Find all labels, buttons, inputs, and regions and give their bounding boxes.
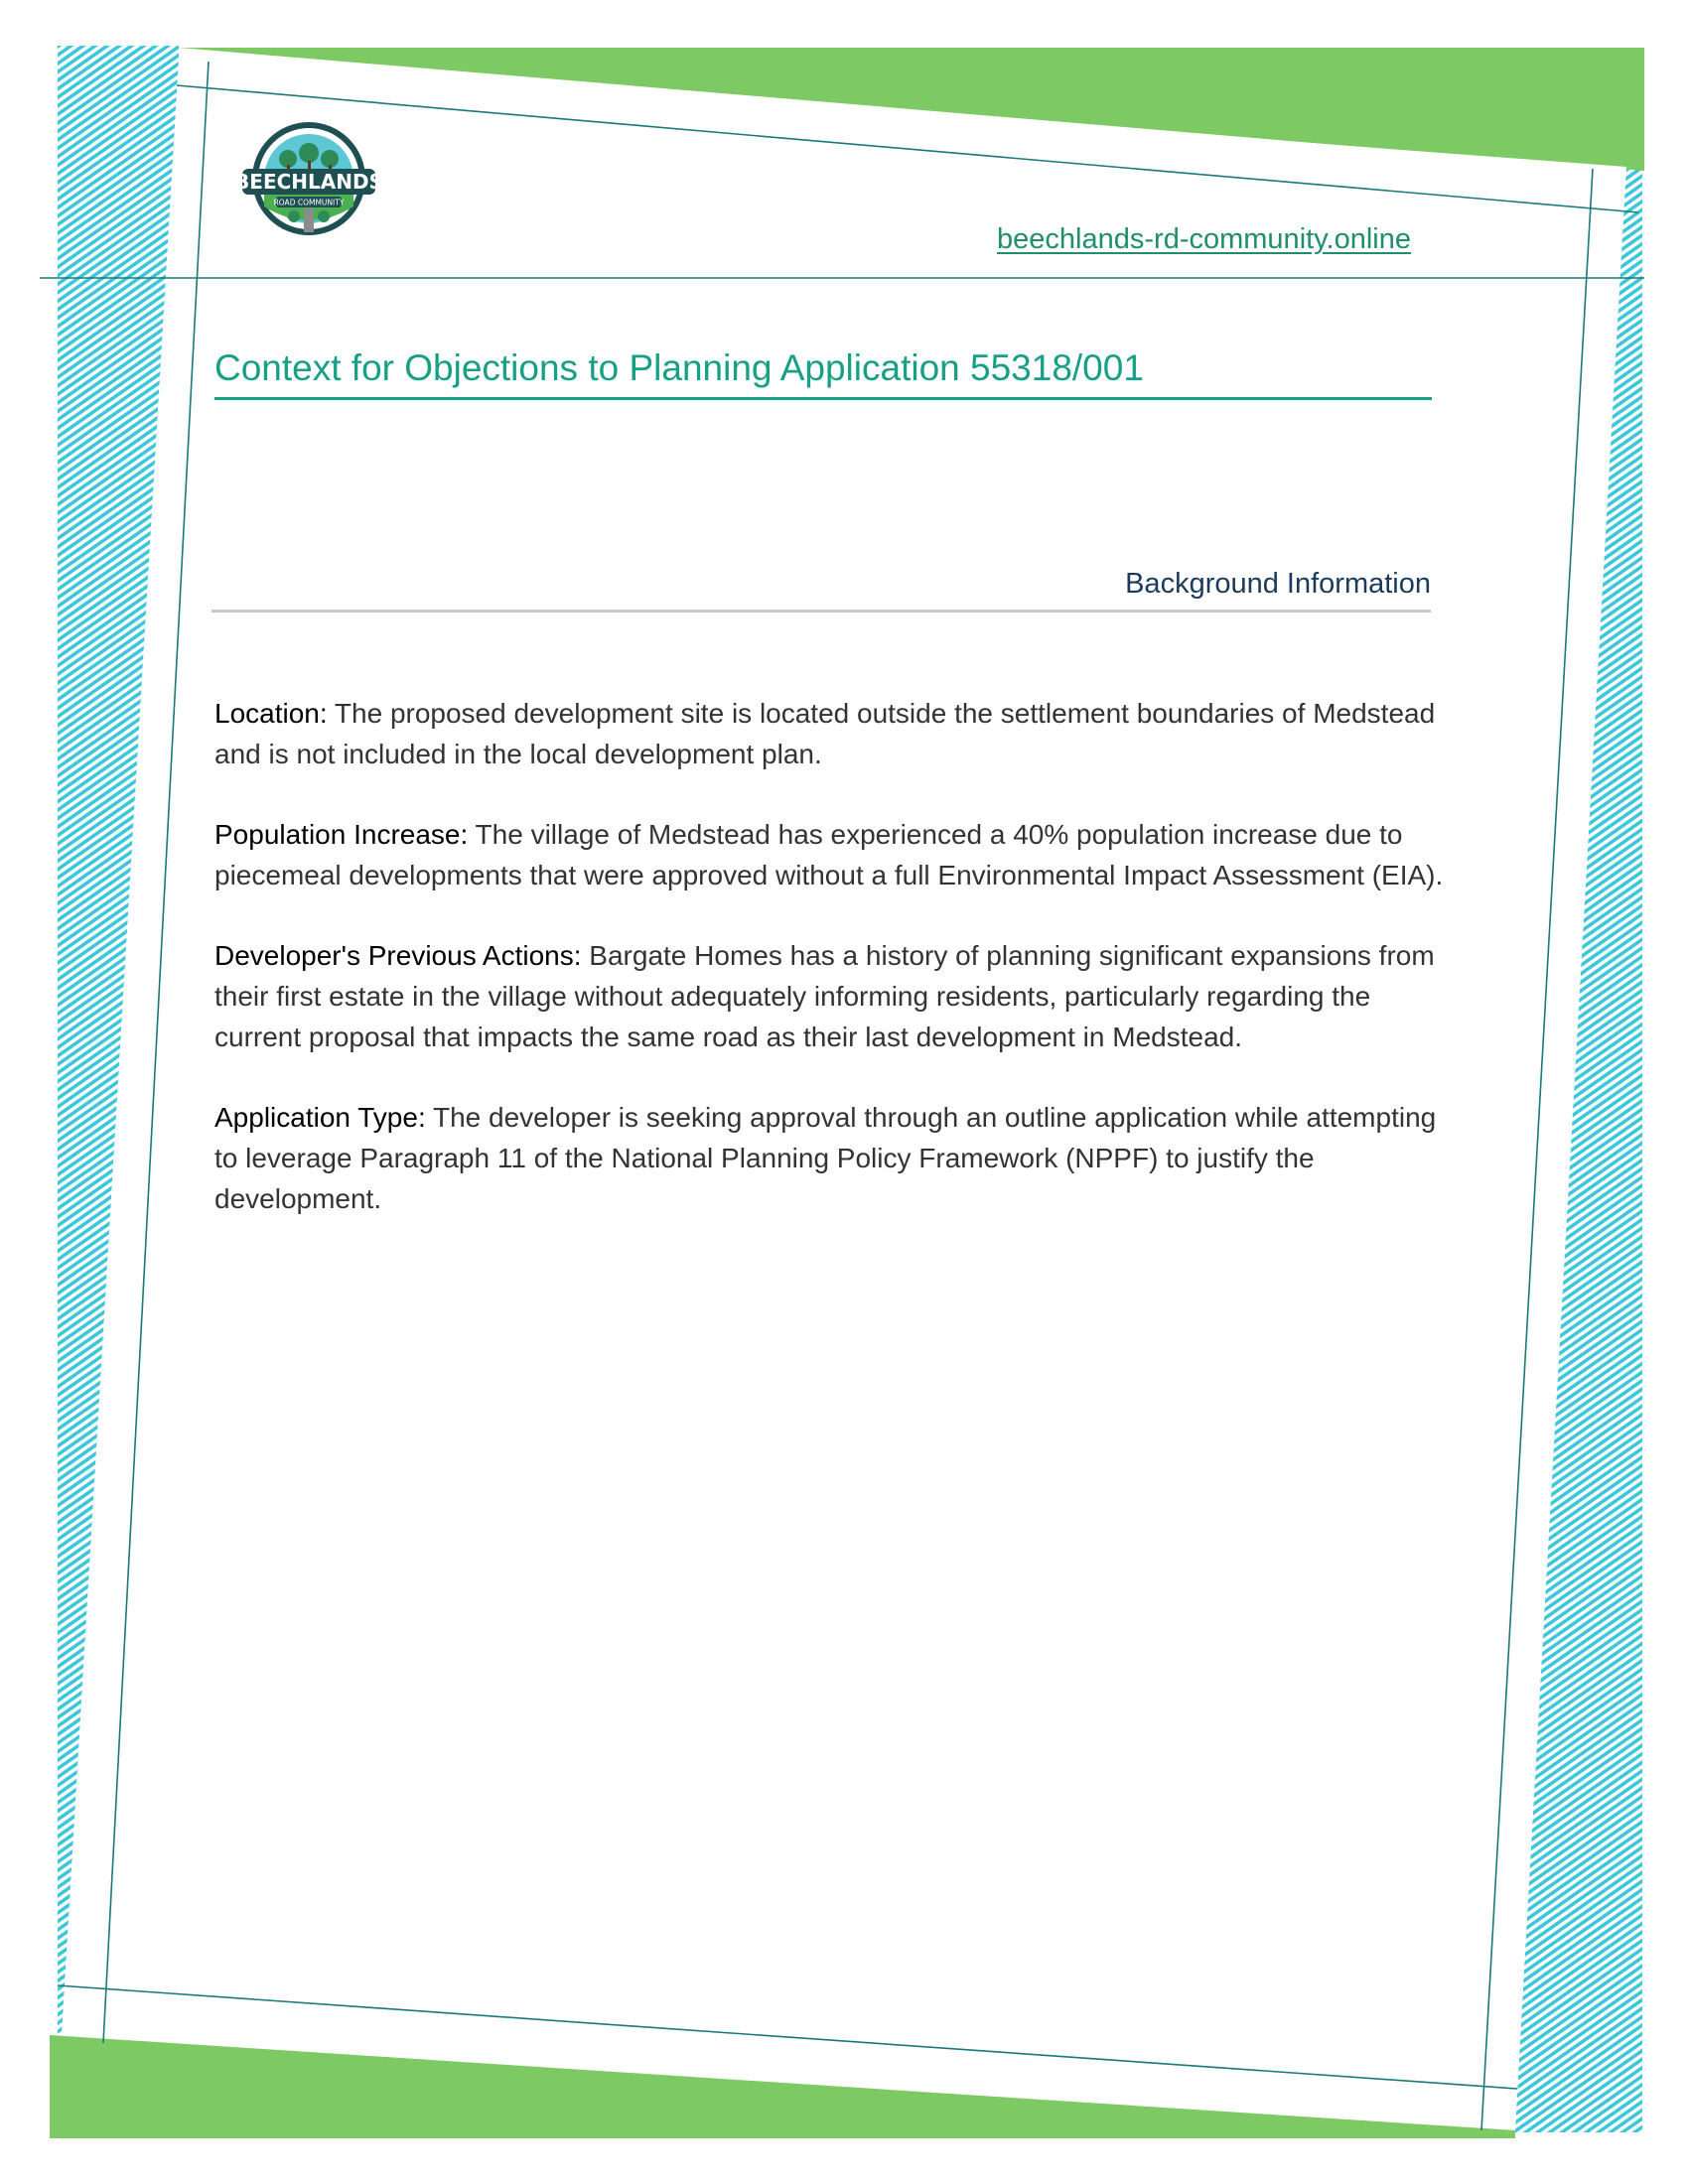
paragraph-location [214, 693, 1446, 774]
paragraph-text: The developer is seeking approval through an outline application while attempting to leverage Paragraph 11 of the National Planning Policy Framework (NPPF) to justify the development. [214, 1102, 1437, 1214]
paragraph-text: The proposed development site is located outside the settlement boundaries of Medstead and is not included in the local development plan. [214, 698, 1436, 769]
paragraph-label: Population Increase: [214, 819, 469, 850]
document-body [214, 693, 1446, 1259]
svg-text:ROAD COMMUNITY: ROAD COMMUNITY [273, 198, 345, 207]
document-title: Context for Objections to Planning Application 55318/001 [214, 347, 1432, 400]
section-heading: Background Information [211, 568, 1431, 613]
paragraph-label: Application Type: [214, 1102, 426, 1133]
svg-text:BEECHLANDS: BEECHLANDS [238, 170, 379, 194]
paragraph-label: Location: [214, 698, 328, 729]
community-logo [238, 117, 379, 240]
paragraph-population-increase [214, 814, 1446, 895]
paragraph-text: Bargate Homes has a history of planning significant expansions from their first estate in the village without adequately informing residents, particularly regarding the current proposal that impacts the same road as their last development in Medstead. [214, 940, 1435, 1052]
website-link[interactable]: beechlands-rd-community.online [997, 223, 1411, 255]
paragraph-developer-previous-actions [214, 935, 1446, 1057]
paragraph-application-type [214, 1097, 1446, 1219]
paragraph-text: The village of Medstead has experienced a 40% population increase due to piecemeal developments that were approved without a full Environmental Impact Assessment (EIA). [214, 819, 1444, 890]
paragraph-label: Developer's Previous Actions: [214, 940, 582, 971]
